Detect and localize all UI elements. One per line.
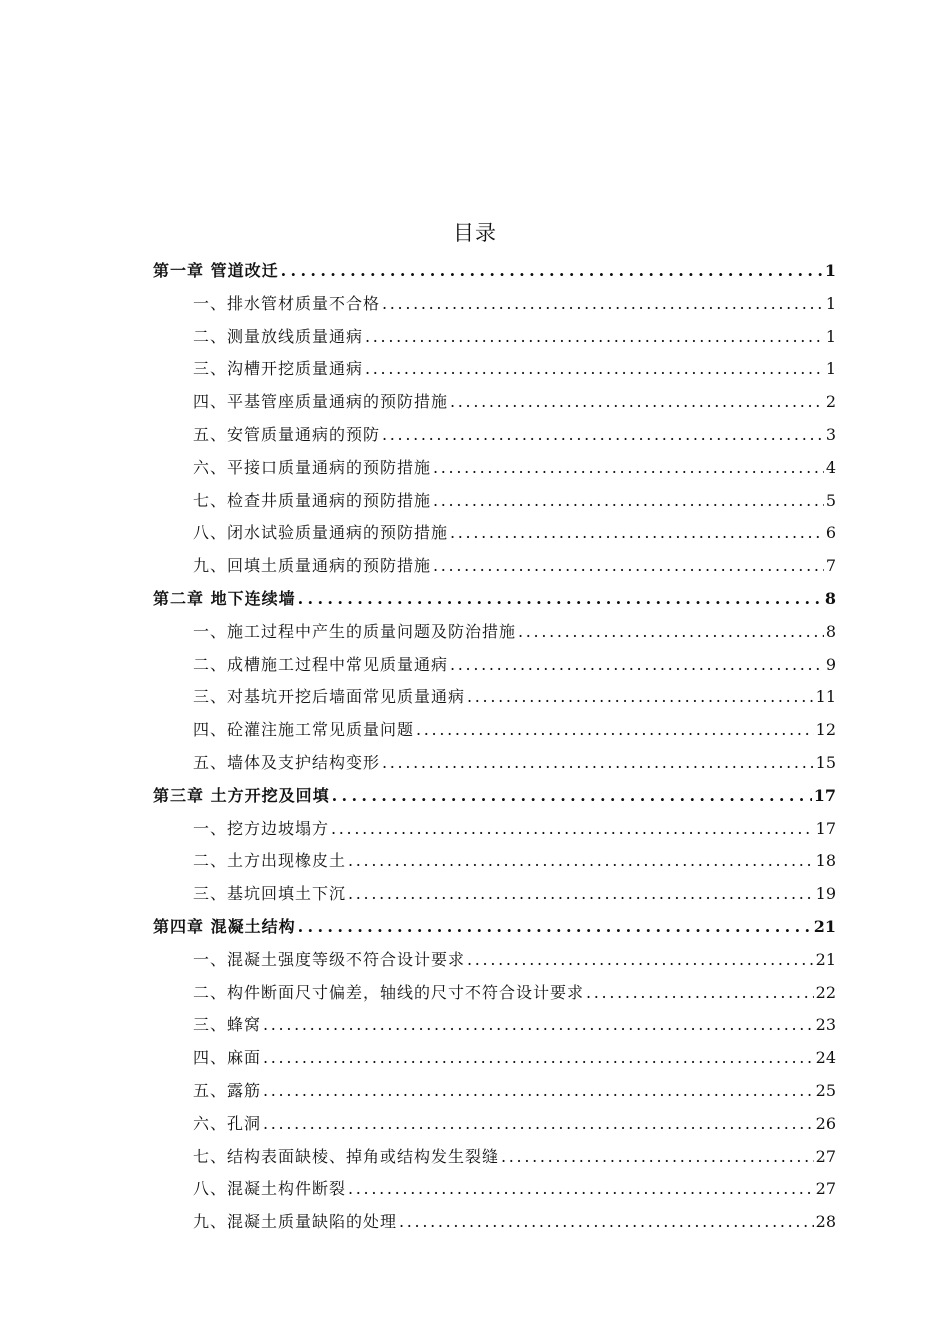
dot-leader (433, 550, 824, 583)
toc-section-title: 二、土方出现橡皮土 (193, 851, 347, 871)
dot-leader (450, 386, 824, 419)
toc-section-title: 二、构件断面尺寸偏差，轴线的尺寸不符合设计要求 (193, 982, 585, 1002)
toc-section-page-number: 23 (815, 1015, 836, 1035)
dot-leader (263, 1075, 814, 1108)
toc-section-row[interactable] (153, 747, 836, 780)
toc-section-row[interactable] (153, 419, 836, 452)
toc-section-row[interactable] (153, 977, 836, 1010)
toc-section-title: 九、混凝土质量缺陷的处理 (193, 1212, 398, 1232)
toc-section-title: 一、挖方边坡塌方 (193, 818, 330, 838)
toc-section-page-number: 25 (815, 1080, 836, 1100)
toc-section-row[interactable] (153, 649, 836, 682)
dot-leader (365, 321, 824, 354)
toc-chapter-page-number: 21 (813, 916, 836, 936)
dot-leader (365, 353, 824, 386)
page-title: 目录 (453, 221, 497, 245)
toc-section-row[interactable] (153, 813, 836, 846)
toc-section-title: 三、基坑回填土下沉 (193, 884, 347, 904)
dot-leader (298, 583, 823, 616)
toc-chapter-page-number: 17 (813, 785, 836, 805)
toc-section-page-number: 1 (825, 293, 836, 313)
toc-section-title: 七、结构表面缺棱、掉角或结构发生裂缝 (193, 1146, 500, 1166)
toc-section-row[interactable] (153, 353, 836, 386)
dot-leader (450, 517, 824, 550)
toc-section-title: 五、安管质量通病的预防 (193, 424, 381, 444)
toc-section-page-number: 27 (815, 1179, 836, 1199)
toc-section-row[interactable] (153, 681, 836, 714)
toc-section-page-number: 12 (815, 720, 836, 740)
dot-leader (518, 616, 824, 649)
toc-section-page-number: 15 (815, 752, 836, 772)
toc-section-row[interactable] (153, 845, 836, 878)
toc-section-title: 五、墙体及支护结构变形 (193, 752, 381, 772)
toc-chapter-row[interactable] (153, 911, 836, 944)
dot-leader (348, 878, 814, 911)
dot-leader (382, 288, 824, 321)
toc-section-page-number: 3 (825, 424, 836, 444)
toc-section-row[interactable] (153, 517, 836, 550)
toc-section-title: 八、闭水试验质量通病的预防措施 (193, 523, 449, 543)
toc-chapter-page-number: 1 (824, 261, 836, 280)
toc-section-row[interactable] (153, 1009, 836, 1042)
toc-chapter-row[interactable] (153, 255, 836, 288)
toc-section-page-number: 5 (825, 490, 836, 510)
toc-section-page-number: 28 (815, 1212, 836, 1232)
toc-section-title: 三、对基坑开挖后墙面常见质量通病 (193, 687, 466, 707)
toc-section-title: 四、麻面 (193, 1048, 262, 1068)
dot-leader (331, 813, 814, 846)
toc-section-page-number: 19 (815, 884, 836, 904)
toc-section-page-number: 17 (815, 818, 836, 838)
dot-leader (298, 911, 812, 944)
toc-section-title: 六、孔洞 (193, 1113, 262, 1133)
toc-section-row[interactable] (153, 1075, 836, 1108)
toc-chapter-row[interactable] (153, 583, 836, 616)
toc-section-row[interactable] (153, 485, 836, 518)
toc-section-row[interactable] (153, 1141, 836, 1174)
toc-section-page-number: 8 (825, 621, 836, 641)
toc-section-page-number: 4 (825, 457, 836, 477)
toc-section-title: 一、排水管材质量不合格 (193, 293, 381, 313)
toc-section-title: 三、蜂窝 (193, 1015, 262, 1035)
toc-section-page-number: 9 (825, 654, 836, 674)
toc-section-row[interactable] (153, 1108, 836, 1141)
toc-section-row[interactable] (153, 452, 836, 485)
toc-section-title: 一、施工过程中产生的质量问题及防治措施 (193, 621, 517, 641)
dot-leader (348, 1173, 814, 1206)
toc-section-title: 八、混凝土构件断裂 (193, 1179, 347, 1199)
dot-leader (382, 747, 814, 780)
toc-chapter-row[interactable] (153, 780, 836, 813)
table-of-contents (153, 255, 836, 1239)
toc-section-row[interactable] (153, 1042, 836, 1075)
toc-section-page-number: 1 (825, 326, 836, 346)
dot-leader (348, 845, 814, 878)
dot-leader (433, 485, 824, 518)
toc-section-title: 二、测量放线质量通病 (193, 326, 364, 346)
dot-leader (263, 1042, 814, 1075)
toc-section-row[interactable] (153, 1173, 836, 1206)
toc-chapter-title: 第一章 管道改迁 (153, 261, 279, 280)
dot-leader (263, 1108, 814, 1141)
toc-section-page-number: 6 (825, 523, 836, 543)
toc-section-title: 六、平接口质量通病的预防措施 (193, 457, 432, 477)
dot-leader (450, 649, 824, 682)
dot-leader (501, 1141, 814, 1174)
toc-chapter-title: 第四章 混凝土结构 (153, 916, 296, 936)
toc-section-title: 四、砼灌注施工常见质量问题 (193, 720, 415, 740)
toc-section-title: 三、沟槽开挖质量通病 (193, 359, 364, 379)
toc-section-page-number: 21 (815, 949, 836, 969)
dot-leader (382, 419, 824, 452)
toc-section-page-number: 22 (815, 982, 836, 1002)
toc-section-title: 七、检查井质量通病的预防措施 (193, 490, 432, 510)
dot-leader (586, 977, 814, 1010)
toc-section-page-number: 11 (815, 687, 836, 707)
dot-leader (467, 681, 814, 714)
toc-section-title: 五、露筋 (193, 1080, 262, 1100)
toc-section-title: 一、混凝土强度等级不符合设计要求 (193, 949, 466, 969)
toc-section-page-number: 7 (825, 556, 836, 576)
toc-chapter-title: 第二章 地下连续墙 (153, 588, 296, 608)
dot-leader (433, 452, 824, 485)
dot-leader (332, 780, 812, 813)
toc-section-title: 二、成槽施工过程中常见质量通病 (193, 654, 449, 674)
toc-section-row[interactable] (153, 616, 836, 649)
toc-section-page-number: 18 (815, 851, 836, 871)
toc-section-page-number: 24 (815, 1048, 836, 1068)
toc-section-title: 四、平基管座质量通病的预防措施 (193, 392, 449, 412)
toc-section-row[interactable] (153, 288, 836, 321)
dot-leader (263, 1009, 814, 1042)
toc-section-row[interactable] (153, 386, 836, 419)
toc-section-page-number: 27 (815, 1146, 836, 1166)
toc-section-title: 九、回填土质量通病的预防措施 (193, 556, 432, 576)
toc-section-row[interactable] (153, 321, 836, 354)
dot-leader (281, 255, 823, 288)
toc-section-row[interactable] (153, 714, 836, 747)
toc-chapter-page-number: 8 (824, 588, 836, 608)
toc-section-row[interactable] (153, 1206, 836, 1239)
toc-section-page-number: 26 (815, 1113, 836, 1133)
toc-section-row[interactable] (153, 878, 836, 911)
toc-section-page-number: 1 (825, 359, 836, 379)
dot-leader (399, 1206, 814, 1239)
dot-leader (416, 714, 814, 747)
toc-chapter-title: 第三章 土方开挖及回填 (153, 785, 330, 805)
toc-section-page-number: 2 (825, 392, 836, 412)
toc-section-row[interactable] (153, 944, 836, 977)
dot-leader (467, 944, 814, 977)
toc-section-row[interactable] (153, 550, 836, 583)
